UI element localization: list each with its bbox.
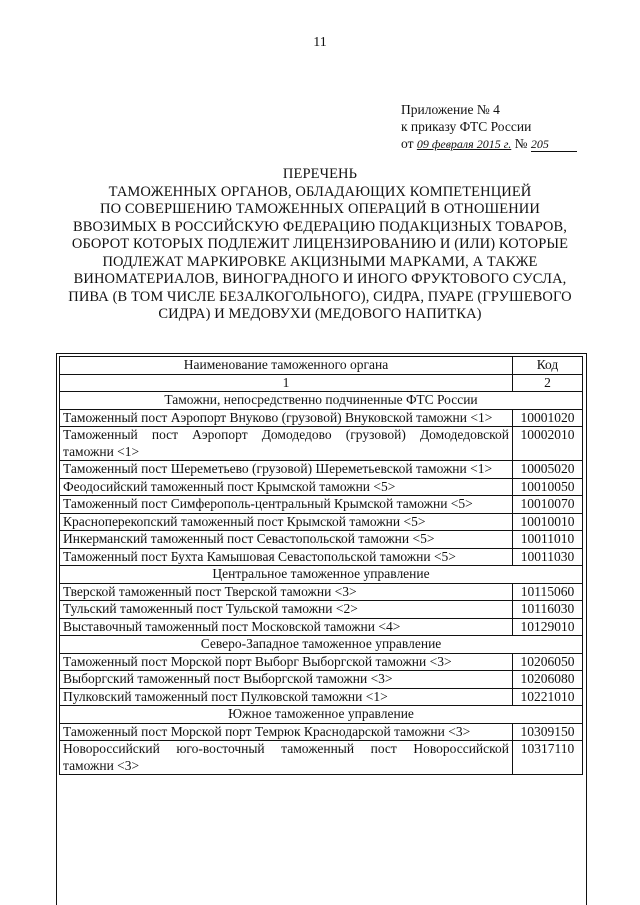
office-code: 10129010 [513,618,583,636]
document-title [50,166,590,324]
office-name: Тульский таможенный пост Тульской таможни <2> [60,601,513,619]
section-title: Центральное таможенное управление [60,566,583,584]
table-row [60,671,583,689]
office-name: Таможенный пост Бухта Камышовая Севастопольской таможни <5> [60,548,513,566]
title-line: ПЕРЕЧЕНЬ [282,166,358,182]
table-row [60,548,583,566]
table-row [60,478,583,496]
table-row [60,688,583,706]
title-line: ОБОРОТ КОТОРЫХ ПОДЛЕЖИТ ЛИЦЕНЗИРОВАНИЮ И (ИЛИ) КОТОРЫЕ [71,236,569,252]
page-number: 11 [313,35,327,50]
table-row [60,653,583,671]
customs-offices-table [59,356,583,775]
table-header-row [60,357,583,375]
table-outer-border-right [586,353,587,905]
table-row [60,427,583,461]
office-name: Выставочный таможенный пост Московской таможни <4> [60,618,513,636]
header-code: Код [513,357,583,375]
office-code: 10116030 [513,601,583,619]
office-code: 10011010 [513,531,583,549]
appendix-date-line [401,135,577,153]
table-row [60,496,583,514]
office-code: 10206080 [513,671,583,689]
office-code: 10206050 [513,653,583,671]
office-code: 10005020 [513,461,583,479]
office-name: Новороссийский юго-восточный таможенный пост Новороссийской таможни <3> [60,741,513,775]
title-line: ПИВА (В ТОМ ЧИСЛЕ БЕЗАЛКОГОЛЬНОГО), СИДРА, ПУАРЕ (ГРУШЕВОГО [68,288,572,305]
section-row [60,392,583,410]
office-name: Таможенный пост Аэропорт Внуково (грузовой) Внуковской таможни <1> [60,409,513,427]
header-name: Наименование таможенного органа [60,357,513,375]
appendix-block [401,101,577,153]
office-code: 10011030 [513,548,583,566]
office-code: 10002010 [513,427,583,461]
office-code: 10010050 [513,478,583,496]
section-row [60,636,583,654]
office-code: 10010070 [513,496,583,514]
title-line: СИДРА) И МЕДОВУХИ (МЕДОВОГО НАПИТКА) [158,306,482,322]
table-outer-border-top [56,353,586,354]
office-name: Таможенный пост Морской порт Темрюк Краснодарской таможни <3> [60,723,513,741]
handwritten-number: 205 [531,138,577,152]
number-label: № [514,136,528,151]
office-code: 10317110 [513,741,583,775]
office-name: Выборгский таможенный пост Выборгской таможни <3> [60,671,513,689]
office-name: Красноперекопский таможенный пост Крымской таможни <5> [60,513,513,531]
table-row [60,723,583,741]
office-name: Таможенный пост Аэропорт Домодедово (грузовой) Домодедовской таможни <1> [60,427,513,461]
section-row [60,566,583,584]
office-name: Тверской таможенный пост Тверской таможни <3> [60,583,513,601]
column-number-1: 1 [60,374,513,392]
table-row [60,741,583,775]
office-name: Феодосийский таможенный пост Крымской таможни <5> [60,478,513,496]
office-code: 10309150 [513,723,583,741]
office-name: Таможенный пост Симферополь-центральный Крымской таможни <5> [60,496,513,514]
office-code: 10221010 [513,688,583,706]
title-line: ВВОЗИМЫХ В РОССИЙСКУЮ ФЕДЕРАЦИЮ ПОДАКЦИЗНЫХ ТОВАРОВ, [73,218,567,235]
office-code: 10115060 [513,583,583,601]
office-name: Таможенный пост Морской порт Выборг Выборгской таможни <3> [60,653,513,671]
title-line: ВИНОМАТЕРИАЛОВ, ВИНОГРАДНОГО И ИНОГО ФРУКТОВОГО СУСЛА, [73,271,567,287]
table-row [60,583,583,601]
table-row [60,409,583,427]
section-row [60,706,583,724]
office-code: 10001020 [513,409,583,427]
section-title: Южное таможенное управление [60,706,583,724]
appendix-number: Приложение № 4 [401,102,500,117]
table-outer-border-left [56,353,57,905]
section-title: Северо-Западное таможенное управление [60,636,583,654]
date-prefix: от [401,136,414,151]
table-row [60,461,583,479]
table-row [60,618,583,636]
table-row [60,601,583,619]
table-row [60,531,583,549]
office-name: Таможенный пост Шереметьево (грузовой) Шереметьевской таможни <1> [60,461,513,479]
title-line: ПО СОВЕРШЕНИЮ ТАМОЖЕННЫХ ОПЕРАЦИЙ В ОТНОШЕНИИ [100,201,540,217]
office-name: Инкерманский таможенный пост Севастопольской таможни <5> [60,531,513,549]
table-numbering-row [60,374,583,392]
table-row [60,513,583,531]
column-number-2: 2 [513,374,583,392]
handwritten-date: 09 февраля 2015 г. [416,137,512,151]
title-line: ТАМОЖЕННЫХ ОРГАНОВ, ОБЛАДАЮЩИХ КОМПЕТЕНЦИЕЙ [108,183,532,200]
office-name: Пулковский таможенный пост Пулковской таможни <1> [60,688,513,706]
office-code: 10010010 [513,513,583,531]
appendix-order-ref: к приказу ФТС России [401,119,532,134]
title-line: ПОДЛЕЖАТ МАРКИРОВКЕ АКЦИЗНЫМИ МАРКАМИ, А ТАКЖЕ [102,253,538,270]
section-title: Таможни, непосредственно подчиненные ФТС России [60,392,583,410]
